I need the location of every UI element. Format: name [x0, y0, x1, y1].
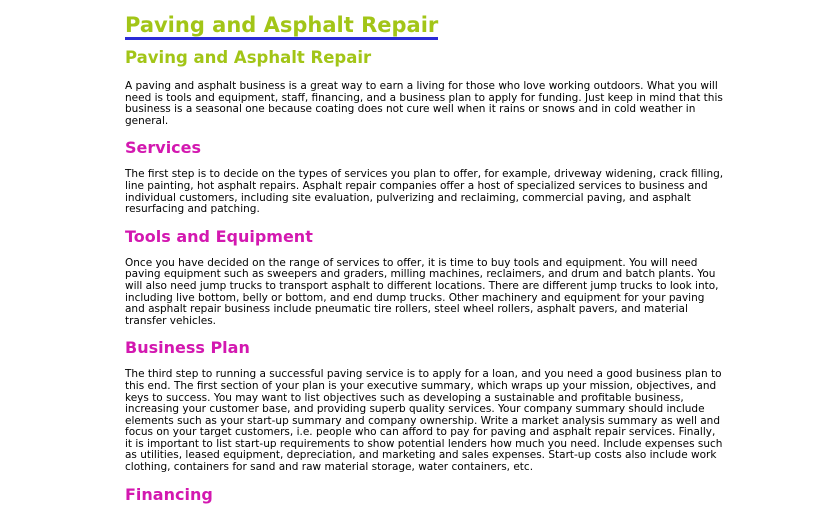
section-heading-business-plan: Business Plan: [125, 338, 250, 358]
page-title: [125, 12, 438, 38]
section-text-services: The first step is to decide on the types of services you plan to offer, for example, driveway widening, crack filling, line painting, hot asphalt repairs. Asphalt repair companies offer a host of specialized services to business and individual customers, including site evaluation, pulverizing and reclaiming, commercial paving, and asphalt resurfacing and patching.: [125, 168, 724, 216]
article-content: [125, 12, 725, 506]
section-text-tools-and-equipment: Once you have decided on the range of services to offer, it is time to buy tools and equipment. You will need paving equipment such as sweepers and graders, milling machines, reclaimers, and drum and batch plants. You will also need jump trucks to transport asphalt to different locations. There are different jump trucks to look into, including live bottom, belly or bottom, and end dump trucks. Other machinery and equipment for your paving and asphalt repair business include pneumatic tire rollers, steel wheel rollers, asphalt pavers, and material transfer vehicles.: [125, 256, 719, 327]
page-title-link[interactable]: Paving and Asphalt Repair: [125, 13, 438, 40]
intro-paragraph: A paving and asphalt business is a great way to earn a living for those who love working outdoors. What you will need is tools and equipment, staff, financing, and a business plan to apply for funding. Just keep in mind that this business is a seasonal one because coating does not cure well when it rains or snows and in cold weather in general.: [125, 80, 723, 127]
section-heading-services: Services: [125, 138, 202, 158]
section-text-business-plan: The third step to running a successful paving service is to apply for a loan, and you need a good business plan to this end. The first section of your plan is your executive summary, which wraps up your mission, objectives, and keys to success. You may want to list objectives such as developing a sustainable and profitable business, increasing your customer base, and providing superb quality services. Your company summary should include elements such as your start-up summary and company ownership. Write a market analysis summary as well and focus on your target customers, i.e. people who can afford to pay for paving and asphalt repair services. Finally, it is important to list start-up requirements to show potential lenders how much you need. Include expenses such as utilities, leased equipment, depreciation, and marketing and sales expenses. Start-up costs also include work clothing, containers for sand and raw material storage, water containers, etc.: [125, 368, 723, 474]
article-subtitle: Paving and Asphalt Repair: [125, 48, 372, 67]
section-heading-financing: Financing: [125, 484, 213, 504]
section-heading-tools-and-equipment: Tools and Equipment: [125, 226, 313, 246]
